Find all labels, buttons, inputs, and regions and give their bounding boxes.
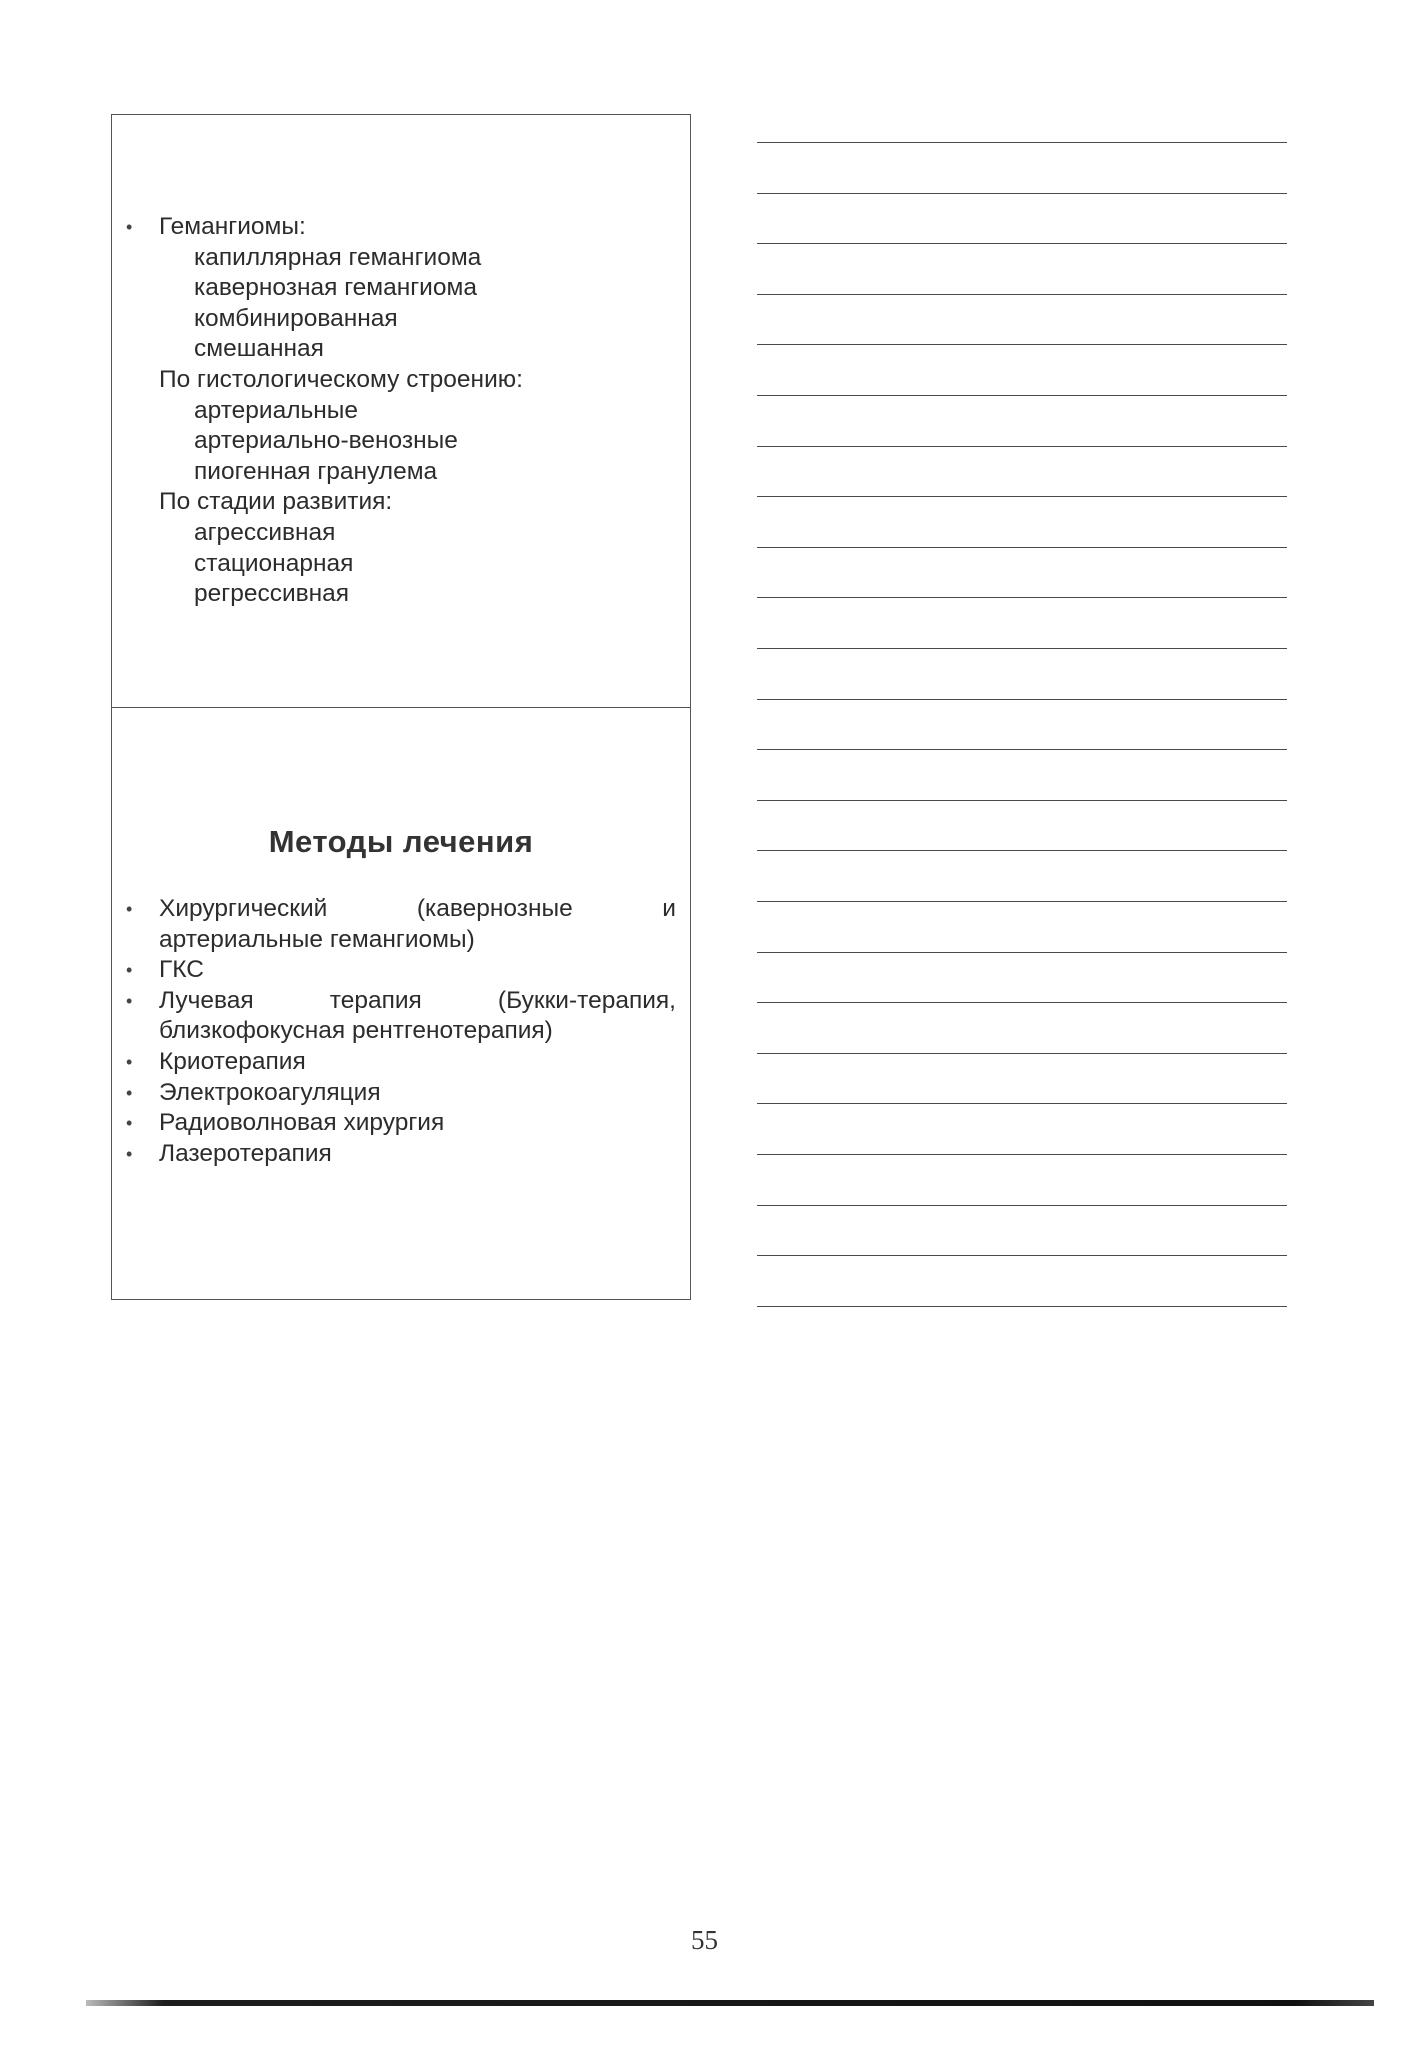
note-line xyxy=(757,344,1287,345)
list-item: капиллярная гемангиома xyxy=(194,243,482,271)
bottom-divider xyxy=(86,2000,1374,2006)
list-item: артериально-венозные xyxy=(194,427,458,455)
list-item: • Электрокоагуляция xyxy=(159,1078,676,1109)
list-item: регрессивная xyxy=(194,580,350,608)
note-line xyxy=(757,142,1287,143)
list-item: • Криотерапия xyxy=(159,1047,676,1078)
list-item: комбинированная xyxy=(194,304,398,332)
note-line xyxy=(757,446,1287,447)
note-line xyxy=(757,597,1287,598)
note-line xyxy=(757,901,1287,902)
note-line xyxy=(757,699,1287,700)
list-item: • Лазеротерапия xyxy=(159,1139,676,1170)
note-line xyxy=(757,1002,1287,1003)
note-line xyxy=(757,850,1287,851)
list-item: кавернозная гемангиома xyxy=(194,274,477,302)
note-line xyxy=(757,1103,1287,1104)
page-number: 55 xyxy=(691,1925,718,1955)
note-line xyxy=(757,952,1287,953)
note-line xyxy=(757,496,1287,497)
note-line xyxy=(757,193,1287,194)
slide-hemangioma-classification xyxy=(111,114,691,708)
list-item: • Гемангиомы: xyxy=(159,212,659,243)
list-item: По стадии развития: xyxy=(159,488,393,516)
list-item: • ГКС xyxy=(159,955,676,986)
note-line xyxy=(757,243,1287,244)
list-item: • Радиоволновая хирургия xyxy=(159,1108,676,1139)
note-line xyxy=(757,1205,1287,1206)
note-line xyxy=(757,800,1287,801)
classification-list xyxy=(159,212,659,610)
treatment-list xyxy=(159,894,676,1169)
note-line xyxy=(757,547,1287,548)
list-item: стационарная xyxy=(194,549,354,577)
note-line xyxy=(757,395,1287,396)
list-item: смешанная xyxy=(194,335,324,363)
slide-treatment-methods xyxy=(111,707,691,1300)
note-line xyxy=(757,294,1287,295)
note-line xyxy=(757,1255,1287,1256)
note-line xyxy=(757,1053,1287,1054)
list-item: • Лучевая терапия (Букки-терапия, близкофокусная рентгенотерапия) xyxy=(159,986,676,1047)
list-item: артериальные xyxy=(194,396,359,424)
list-item: агрессивная xyxy=(194,518,336,546)
list-item: пиогенная гранулема xyxy=(194,457,438,485)
slide-title: Методы лечения xyxy=(268,824,534,859)
note-line xyxy=(757,749,1287,750)
note-line xyxy=(757,1306,1287,1307)
list-item: • Хирургический (кавернозные и артериальные гемангиомы) xyxy=(159,894,676,955)
note-line xyxy=(757,648,1287,649)
list-item: По гистологическому строению: xyxy=(159,365,523,393)
note-lines xyxy=(757,142,1287,1314)
note-line xyxy=(757,1154,1287,1155)
